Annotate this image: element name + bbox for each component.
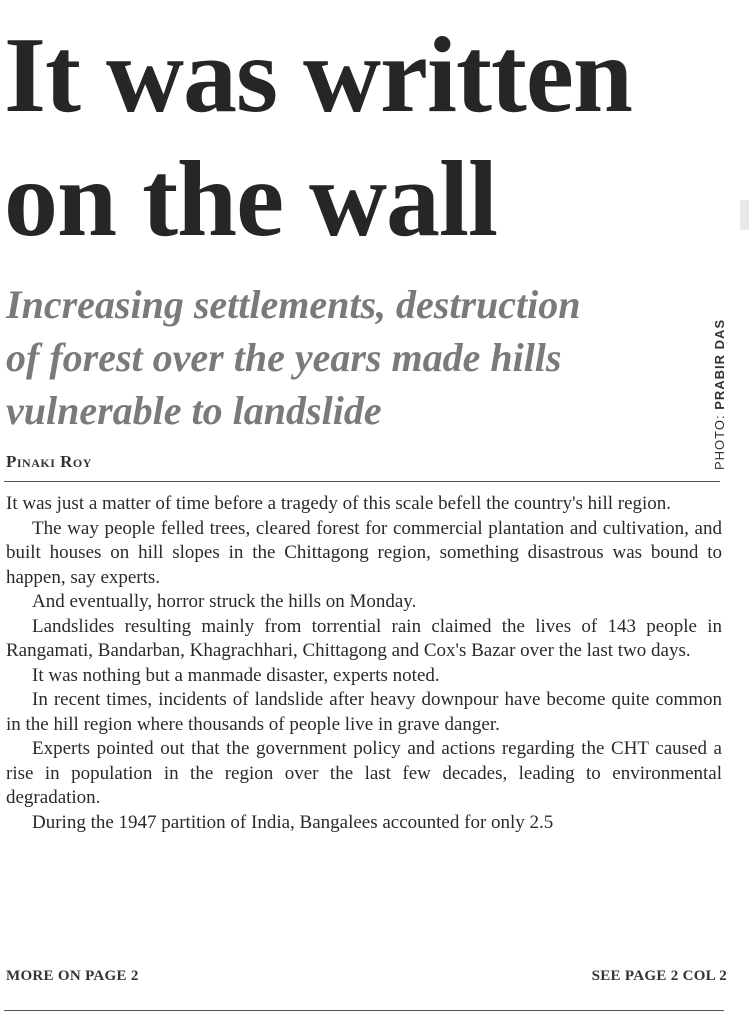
byline: Pinaki Roy xyxy=(6,452,92,471)
jump-line-more-on-page: MORE ON PAGE 2 xyxy=(6,968,139,984)
photo-edge xyxy=(740,200,749,230)
article-paragraph: It was just a matter of time before a tragedy of this scale befell the country's hill region. xyxy=(6,493,672,514)
subheadline-line-3: vulnerable to landslide xyxy=(6,388,382,433)
subheadline-line-1: Increasing settlements, destruction xyxy=(6,282,581,327)
article-paragraph: The way people felled trees, cleared forest for commercial plantation and cultivation, and built houses on hill slopes in the Chittagong region, something disastrous was bound to happen, say experts. xyxy=(6,517,722,588)
byline-divider xyxy=(4,481,720,482)
subheadline xyxy=(6,278,726,437)
article-paragraph: During the 1947 partition of India, Bangalees accounted for only 2.5 xyxy=(32,811,554,833)
headline-line-2: on the wall xyxy=(4,140,498,259)
article-paragraph: Landslides resulting mainly from torrential rain claimed the lives of 143 people in Rangamati, Bandarban, Khagrachhari, Chittagong and Cox's Bazar over the last two days. xyxy=(6,615,722,661)
photo-credit xyxy=(712,320,742,470)
subheadline-line-2: of forest over the years made hills xyxy=(6,335,562,380)
photo-credit-name: PRABIR DAS xyxy=(712,318,727,410)
photo-credit-prefix: PHOTO: xyxy=(712,409,727,470)
article-paragraph: Experts pointed out that the government policy and actions regarding the CHT caused a rise in population in the region over the last few decades, leading to environmental degradation. xyxy=(6,738,722,808)
bottom-divider xyxy=(4,1010,724,1011)
article-paragraph: In recent times, incidents of landslide after heavy downpour have become quite common in the hill region where thousands of people live in grave danger. xyxy=(6,689,722,735)
headline xyxy=(4,14,744,262)
article-paragraph: It was nothing but a manmade disaster, experts noted. xyxy=(32,664,440,686)
article-body xyxy=(6,492,722,835)
headline-line-1: It was written xyxy=(4,16,632,135)
jump-line-see-page: SEE PAGE 2 COL 2 xyxy=(591,968,727,984)
article-paragraph: And eventually, horror struck the hills on Monday. xyxy=(32,591,417,612)
